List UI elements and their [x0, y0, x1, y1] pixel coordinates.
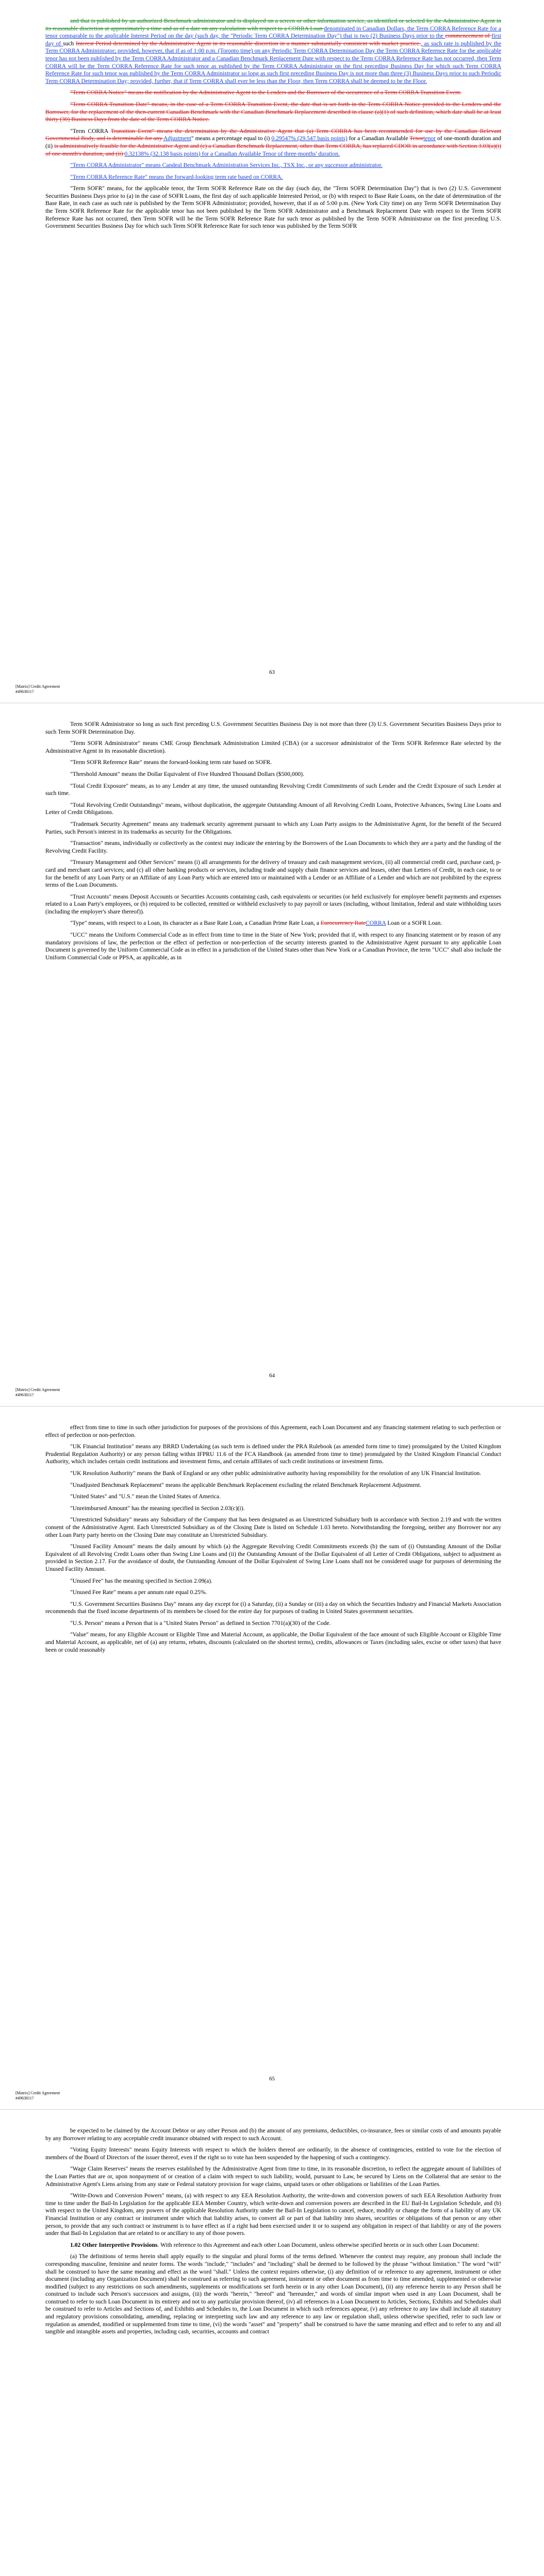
text-run: for a Canadian Available: [347, 135, 410, 142]
paragraph: [45, 1505, 501, 1513]
text-run: . With reference to this Agreement and each other Loan Document, unless otherwise specified herein or in such other Loan Document:: [157, 2241, 480, 2248]
paragraph: [45, 1424, 501, 1439]
footer-line: #4963811?: [15, 689, 34, 694]
text-run: "Term SOFR" means, for the applicable tenor, the Term SOFR Reference Rate on the day (such day, the "Term SOFR Determination Day") that is two (2) U.S. Government Securities Business Days prior to (a) in the case of SOFR Loans, the first day of such applicable Interested Period, or (b) with respect to Base Rate Loans, on the date of determination of the Base Rate, in each case as such rate is published by the Term SOFR Administrator; provided, however, that if as of 5:00 p.m. (New York City time) on any Term SOFR Determination Day the Term SOFR Reference Rate for the applicable tenor has not been published by the Term SOFR Administrator and a Benchmark Replacement Date with respect to the Term SOFR Reference Rate has not occurred, then Term SOFR will be the Term SOFR Reference Rate for such tenor as published by the Term SOFR Administrator on the first preceding U.S. Government Securities Business Day for which such Term SOFR Reference Rate for such tenor was published by the Term SOFR: [45, 185, 501, 230]
paragraph: [45, 740, 501, 755]
footer-line: [Matrix] Credit Agreement: [15, 1387, 60, 1392]
paragraph: [45, 1631, 501, 1654]
deleted-text: " means the determination by the Administrative Agent that (a) Term CORRA has been recommended for use by the Canadian Relevant Governmental Body, and is determinable for any: [45, 127, 501, 142]
deleted-text: "Term CORRA Notice" means the notification by the Administrative Agent to the Lenders and the Borrower of the occurrence of a Term CORRA Transition Event.: [70, 89, 461, 96]
paragraph: [45, 2253, 501, 2336]
text-run: "United States" and "U.S." mean the United States of America.: [70, 1493, 221, 1500]
deleted-text: commencement of: [445, 32, 492, 40]
footer-line: #4963811?: [15, 2096, 34, 2100]
paragraph: [45, 2146, 501, 2161]
paragraph: [45, 1493, 501, 1501]
inserted-text: first day of: [45, 32, 501, 47]
text-run: "Unused Facility Amount" means the daily amount by which (a) the Aggregate Revolving Credit Commitments exceeds (b) the sum of (i) Outstanding Amount of the Dollar Equivalent of all Revolving Credit Loans other than Swing Line Loans and (ii) the Outstanding Amount of the Dollar Equivalent of all Letter of Credit Obligations, subject to adjustment as provided in Section 2.17. For the avoidance of doubt, the Outstanding Amount of the Dollar Equivalent of Swing Line Loans shall not be considered usage for purposes of determining the Unused Facility Amount.: [45, 1543, 501, 1572]
page-body: [45, 2127, 501, 2340]
paragraph: [45, 840, 501, 855]
paragraph: [45, 721, 501, 736]
paragraph: [45, 1443, 501, 1466]
paragraph: [45, 802, 501, 817]
paragraph: [45, 162, 501, 170]
text-run: "Trademark Security Agreement" means any trademark security agreement pursuant to which any Loan Party assigns to the Administrative Agent, for the benefit of the Secured Parties, such Person's interest in its trademarks as security for the Obligations.: [45, 820, 501, 835]
paragraph: [45, 185, 501, 230]
deleted-text: Tenor: [409, 135, 424, 142]
paragraph: [45, 931, 501, 961]
page-body: [45, 1424, 501, 1658]
paragraph: [45, 18, 501, 85]
text-run: be expected to be claimed by the Account Debtor or any other Person and (b) the amount of any premiums, deductibles, co-insurance, fees or similar costs of and amounts payable by any Borrower relating to any acceptable credit insurance obtained with respect to such Account.: [45, 2127, 501, 2142]
inserted-text: , as such rate is published by the Term CORRA Administrator; provided, however, that if as of 1:00 p.m. (Toronto time) on any Periodic Term CORRA Determination Day the Term CORRA Reference Rate for the applicable tenor has not been published by the Term CORRA Administrator and a Canadian Benchmark Replacement Date with respect to the Term CORRA Reference Rate has not occurred, then Term CORRA will be the Term CORRA Reference Rate for such tenor as published by the Term CORRA Administrator on the first preceding Business Day for which such Term CORRA Reference Rate for such tenor was published by the Term CORRA Administrator so long as such first preceding Business Day is not more than three (3) Business Days prior to such Periodic Term CORRA Determination Day; provided, further, that if Term CORRA shall ever be less than the Floor, then Term CORRA shall be deemed to be the Floor.: [45, 40, 502, 84]
deleted-text: "Term CORRA Transition Date" means, in the case of a Term CORRA Transition Event, the date that is set forth in the Term CORRA Notice provided to the Lenders and the Borrower, for the replacement of the then-current Canadian Benchmark with the Canadian Benchmark Replacement described in clause (a)(1) of such definition, which date shall be at least thirty (30) Business Days from the date of the Term CORRA Notice.: [45, 100, 501, 123]
page: [0, 0, 544, 703]
inserted-text: denominated in Canadian Dollars, the Term CORRA Reference Rate for a tenor comparable to the applicable Interest Period on the day (such day, the "Periodic Term CORRA Determination Day") that is two (2) Business Days prior to the: [45, 25, 501, 40]
page-number: 65: [269, 2076, 275, 2082]
deleted-text: is administratively feasible for the Administrative Agent and (c) a Canadian Benchmark Replacement, other than Term CORRA, has replaced CDOR in accordance with Section 3.03(a)(i) of one-month's duration, and (ii): [45, 142, 501, 157]
text-run: "Voting Equity Interests" means Equity Interests with respect to which the holders thereof are ordinarily, in the absence of contingencies, entitled to vote for the election of members of the Board of Directors of the issuer thereof, even if the right so to vote has been suspended by the happening of such a contingency.: [45, 2146, 501, 2161]
paragraph: [45, 2192, 501, 2238]
text-run: "Wage Claim Reserves" means the reserves established by the Administrative Agent from time to time, in its reasonable discretion, to reflect the aggregate amount of liabilities of the Loan Parties that are or, upon nonpayment of or creation of a claim with respect to such liability, would, pursuant to Law, be secured by Liens on the Collateral that are senior to the Administrative Agent's Liens arising from any state or Federal statutory provision for wage claims, unpaid taxes or other obligations or liabilities of the Loan Parties.: [45, 2165, 501, 2188]
paragraph: [45, 2127, 501, 2142]
footer-line: #4963811?: [15, 1393, 34, 1397]
paragraph: [45, 771, 501, 778]
text-run: "Unused Fee" has the meaning specified in Section 2.09(a).: [70, 1577, 213, 1584]
text-run: of one-month duration and (ii): [45, 135, 502, 149]
paragraph: [45, 783, 501, 798]
paragraph: [45, 1578, 501, 1585]
page-body: [45, 721, 501, 965]
paragraph: [45, 2165, 501, 2188]
paragraph: [45, 1516, 501, 1539]
section-heading: Other Interpretive Provisions: [82, 2241, 158, 2248]
section-heading: 1.02: [70, 2241, 81, 2248]
paragraph: [45, 2242, 501, 2249]
deleted-text: and that is published by an authorized Benchmark administrator and is displayed on a screen or other information service, as identified or selected by the Administrative Agent in its reasonable discretion at approximately a time and as of a date on any calculation with respect to a CORRA Loan: [45, 18, 501, 32]
paragraph: [45, 893, 501, 916]
page: [0, 1406, 544, 2110]
inserted-text: "Term CORRA Administrator" means Candeal Benchmark Administration Services Inc., TSX Inc., or any successor administrator.: [70, 162, 383, 169]
text-run: "Type" means, with respect to a Loan, its character as a Base Rate Loan, a Canadian Prime Rate Loan, a: [70, 920, 321, 927]
text-run: "Write-Down and Conversion Powers" means, (a) with respect to any EEA Resolution Authority, the write-down and conversion powers of such EEA Resolution Authority from time to time under the Bail-In Legislation for the applicable EEA Member Country, which write-down and conversion powers are described in the EU Bail-In Legislation Schedule, and (b) with respect to the United Kingdom, any powers of the applicable Resolution Authority under the Bail-In Legislation to cancel, reduce, modify or change the form of a liability of any UK Financial Institution or any contract or instrument under which that liability arises, to convert all or part of that liability into shares, securities or obligations of that person or any other person, to provide that any such contract or instrument is to have effect as if a right had been exercised under it or to suspend any obligation in respect of that liability or any of the powers under that Bail-In Legislation that are related to or ancillary to any of those powers.: [45, 2192, 501, 2237]
text-run: "UCC" means the Uniform Commercial Code as in effect from time to time in the State of New York; provided that if, with respect to any financing statement or by reason of any mandatory provisions of law, the perfection or the effect of perfection or non-perfection of the security interests granted to the Administrative Agent pursuant to any applicable Loan Document is governed by the Uniform Commercial Code as in effect in a jurisdiction of the United States other than New York or a Canadian Province, the term "UCC" shall also include the Uniform Commercial Code or PPSA, as applicable, as in: [45, 931, 501, 961]
text-run: "UK Resolution Authority" means the Bank of England or any other public administrative authority having responsibility for the resolution of any UK Financial Institution.: [70, 1469, 482, 1477]
deleted-text: Eurocurrency Rate: [320, 920, 366, 927]
inserted-text: tenor: [423, 135, 436, 142]
page: [0, 2110, 544, 2576]
text-run: "Unrestricted Subsidiary" means any Subsidiary of the Company that has been designated as an Unrestricted Subsidiary both in accordance with Section 2.19 and with the written consent of the Administrative Agent. Each Unrestricted Subsidiary as of the Closing Date is listed on Schedule 1.03 hereto. Notwithstanding the foregoing, neither any Borrower nor any other Loan Party party hereto on the Closing Date may constitute an Unrestricted Subsidiary.: [45, 1516, 501, 1538]
text-run: "Total Revolving Credit Outstandings" means, without duplication, the aggregate Outstanding Amount of all Revolving Credit Loans, Protective Advances, Swing Line Loans and Letter of Credit Obligations.: [45, 801, 501, 816]
inserted-text: 0.32138% (32.138 basis points) for a Canadian Available Tenor of three-months' duration.: [124, 150, 340, 157]
paragraph: [45, 89, 501, 97]
text-run: "Unused Fee Rate" means a per annum rate equal 0.25%.: [70, 1589, 207, 1596]
inserted-text: Adjustment: [163, 135, 191, 142]
text-run: "U.S. Government Securities Business Day" means any day except for (i) a Saturday, (ii) a Sunday or (iii) a day on which the Securities Industry and Financial Markets Association recommends that the fixed income departments of its members be closed for the entire day for purposes of trading in United States government securities.: [45, 1600, 501, 1615]
page-footer: [15, 2091, 60, 2101]
footer-line: [Matrix] Credit Agreement: [15, 684, 60, 689]
text-run: "Term SOFR Reference Rate" means the forward-looking term rate based on SOFR.: [70, 759, 272, 766]
paragraph: [45, 1543, 501, 1573]
page-footer: [15, 684, 60, 694]
paragraph: [45, 128, 501, 158]
page-number: 63: [269, 669, 275, 675]
text-run: Term SOFR Administrator so long as such first preceding U.S. Government Securities Business Day is not more than three (3) U.S. Government Securities Business Days prior to such Term SOFR Determination Day.: [45, 721, 501, 735]
text-run: effect from time to time in such other jurisdiction for purposes of the provisions of this Agreement, each Loan Document and any financing statement relating to such perfection or effect of perfection or non-perfection.: [45, 1424, 501, 1438]
text-run: "Value" means, for any Eligible Account or Eligible Time and Material Account, as applicable, the Dollar Equivalent of the face amount of such Eligible Account or Eligible Time and Material Account, as applicable, net of (a) any returns, rebates, discounts (calculated on the shortest terms), credits, allowances or Taxes (including sales, excise or other taxes) that have been or could reasonably: [45, 1631, 501, 1653]
paragraph: [45, 821, 501, 836]
page: [0, 703, 544, 1406]
paragraph: [45, 1601, 501, 1616]
text-run: "Trust Accounts" means Deposit Accounts or Securities Accounts containing cash, cash equivalents or securities (or held exclusively for employee benefit payments and expenses related to a Loan Party's employees, or (b) required to be collected, remitted or withheld exclusively to pay payroll or taxes (including, without limitation, federal and state withholding taxes (including the employer's share thereof)).: [45, 893, 501, 915]
paragraph: [45, 759, 501, 767]
text-run: "Total Credit Exposure" means, as to any Lender at any time, the unused outstanding Revolving Credit Commitments of such Lender and the Credit Exposure of such Lender at such time.: [45, 782, 501, 797]
text-run: such: [62, 40, 76, 47]
page-body: [45, 18, 501, 234]
text-run: " means a percentage equal to (i): [191, 135, 272, 142]
paragraph: [45, 1589, 501, 1597]
text-run: "UK Financial Institution" means any BRRD Undertaking (as such term is defined under the PRA Rulebook (as amended form time to time) promulgated by the United Kingdom Prudential Regulation Authority) or any person falling within IFPRU 11.6 of the FCA Handbook (as amended from time to time) promulgated by the United Kingdom Financial Conduct Authority, which includes certain credit institutions and investment firms, and certain affiliates of such credit institutions or investment firms.: [45, 1443, 501, 1465]
paragraph: [45, 1470, 501, 1478]
text-run: "Unadjusted Benchmark Replacement" means the applicable Benchmark Replacement excluding the related Benchmark Replacement Adjustment.: [70, 1481, 422, 1488]
paragraph: [45, 859, 501, 889]
inserted-text: "Term CORRA Reference Rate" means the forward-looking term rate based on CORRA.: [70, 173, 283, 180]
text-run: "Transaction" means, individually or collectively as the context may indicate the entering by the Borrowers of the Loan Documents to which they are a party and the funding of the Revolving Credit Facility.: [45, 840, 501, 854]
inserted-text: 0.29547% (29.547 basis points): [271, 135, 348, 142]
text-run: "Term SOFR Administrator" means CME Group Benchmark Administration Limited (CBA) (or a successor administrator of the Term SOFR Reference Rate selected by the Administrative Agent in its reasonable discretion).: [45, 740, 501, 754]
deleted-text: Transition Event: [110, 127, 152, 134]
inserted-text: CORRA: [365, 920, 386, 927]
text-run: "Term CORRA: [70, 127, 111, 134]
paragraph: [45, 1482, 501, 1489]
text-run: "Threshold Amount" means the Dollar Equivalent of Five Hundred Thousand Dollars ($500,000).: [70, 770, 304, 777]
text-run: (a) The definitions of terms herein shall apply equally to the singular and plural forms of the terms defined. Whenever the context may require, any pronoun shall include the corresponding masculine, feminine and neuter forms. The words "include," "includes" and "including" shall be deemed to be followed by the phrase "without limitation." The word "will" shall be construed to have the same meaning and effect as the word "shall." Unless the context requires otherwise, (i) any definition of or reference to any agreement, instrument or other document (including any Organization Document) shall be construed as referring to such agreement, instrument or other document as from time to time amended, supplemented or otherwise modified (subject to any restrictions on such amendments, supplements or modifications set forth herein or in any other Loan Document), (ii) any reference herein to any Person shall be construed to include such Person's successors and assigns, (iii) the words "herein," "hereof" and "hereunder," and words of similar import when used in any Loan Document, shall be construed to refer to such Loan Document in its entirety and not to any particular provision thereof, (iv) all references in a Loan Document to Articles, Sections, Exhibits and Schedules shall be construed to refer to Articles and Sections of, and Exhibits and Schedules to, the Loan Document in which such references appear, (v) any reference to any law shall include all statutory and regulatory provisions consolidating, amending, replacing or interpreting such law and any reference to any law or regulation shall, unless otherwise specified, refer to such law or regulation as amended, modified or supplemented from time to time, (vi) the words "asset" and "property" shall be construed to have the same meaning and effect and to refer to any and all tangible and intangible assets and properties, including cash, securities, accounts and contract: [45, 2253, 501, 2335]
page-number: 64: [269, 1372, 275, 1379]
paragraph: [45, 1620, 501, 1628]
footer-line: [Matrix] Credit Agreement: [15, 2091, 60, 2095]
paragraph: [45, 101, 501, 124]
text-run: "U.S. Person" means a Person that is a "United States Person" as defined in Section 7701(a)(30) of the Code.: [70, 1619, 331, 1626]
text-run: "Treasury Management and Other Services" means (i) all arrangements for the delivery of treasury and cash management services, (ii) all commercial credit card, purchase card, p-card and merchant card services; and (c) all other banking products or services, including trade and supply chain finance services and leases, other than Letters of Credit, in each case, to or for the benefit of any Loan Party or an Affiliate of any Loan Party which are entered into or maintained with a Lender or an Affiliate of a Lender and which are not prohibited by the express terms of the Loan Documents.: [45, 859, 501, 889]
text-run: Loan or a SOFR Loan.: [386, 920, 442, 927]
paragraph: [45, 174, 501, 181]
paragraph: [45, 920, 501, 927]
deleted-text: Interest Period determined by the Administrative Agent in its reasonable discretion in a manner substantially consistent with market practice.: [75, 40, 421, 47]
page-footer: [15, 1387, 60, 1398]
text-run: "Unreimbursed Amount" has the meaning specified in Section 2.03(c)(i).: [70, 1504, 245, 1512]
